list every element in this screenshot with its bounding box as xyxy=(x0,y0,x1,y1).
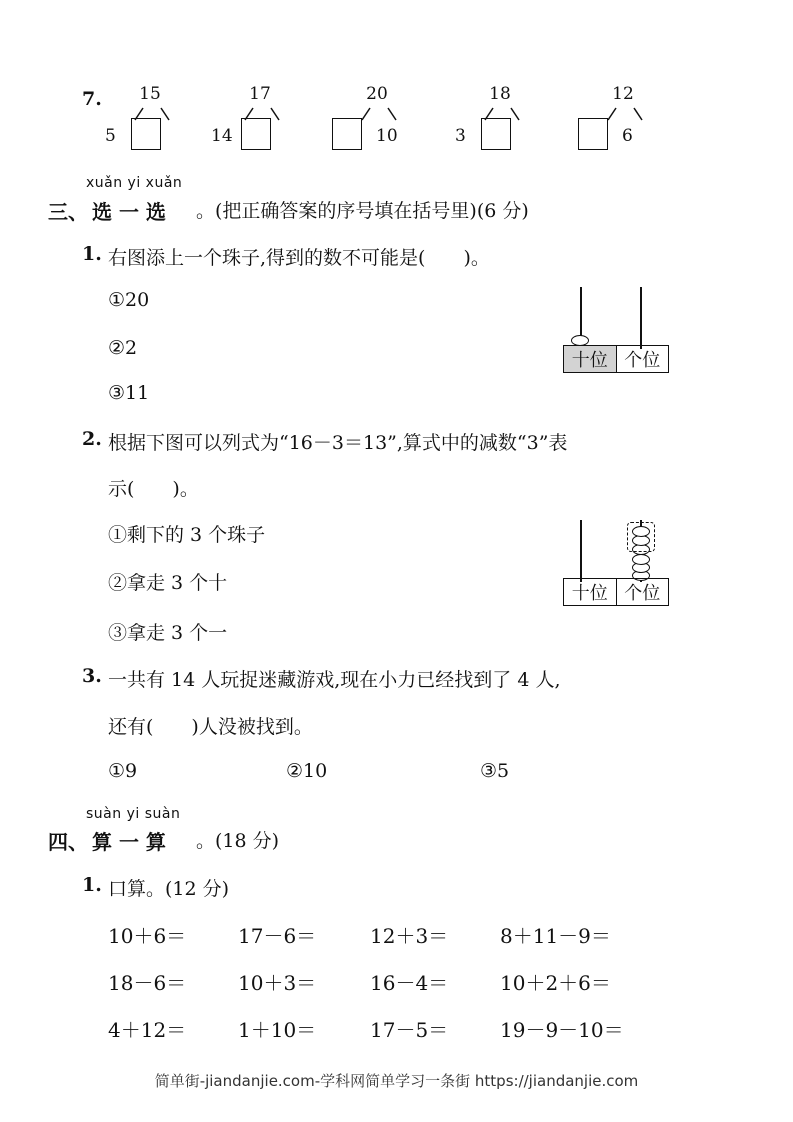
decomposition-part: 10 xyxy=(376,126,398,146)
s3-q3-text-line2: 还有( )人没被找到。 xyxy=(108,716,313,738)
calculation-item: 1＋10＝ xyxy=(238,1018,317,1042)
s3-q3-text-line1: 一共有 14 人玩捉迷藏游戏,现在小力已经找到了 4 人, xyxy=(108,669,561,691)
section-4-instruction: 。(18 分) xyxy=(196,830,280,852)
calculation-item: 17－6＝ xyxy=(238,924,317,948)
decomposition-item xyxy=(455,84,565,164)
decomposition-item xyxy=(332,84,442,164)
calculation-item: 10＋6＝ xyxy=(108,924,187,948)
ones-rod xyxy=(640,287,642,349)
decomposition-item xyxy=(105,84,215,164)
answer-box[interactable] xyxy=(332,118,362,150)
abacus-q2 xyxy=(563,516,669,606)
ones-label: 个位 xyxy=(624,350,661,371)
s3-q2-option-3: ③拿走 3 个一 xyxy=(108,622,228,644)
calculation-item: 12＋3＝ xyxy=(370,924,449,948)
decomposition-total: 12 xyxy=(612,84,634,104)
section-4-prefix: 四、 xyxy=(48,830,88,854)
section-3-instruction: 。(把正确答案的序号填在括号里)(6 分) xyxy=(196,200,529,222)
calculation-item: 10＋2＋6＝ xyxy=(500,971,611,995)
s3-q1-number: 1. xyxy=(82,243,102,265)
calculation-item: 16－4＝ xyxy=(370,971,449,995)
abacus-q1 xyxy=(563,283,669,373)
decomposition-part: 5 xyxy=(105,126,116,146)
decomposition-item xyxy=(578,84,688,164)
footer-watermark: 简单街-jiandanjie.com-学科网简单学习一条街 https://jiandanjie.com xyxy=(154,1072,639,1090)
decomposition-total: 20 xyxy=(366,84,388,104)
removed-beads-marker xyxy=(627,522,655,552)
s3-q2-option-1: ①剩下的 3 个珠子 xyxy=(108,524,266,546)
s3-q1-option-1: ①20 xyxy=(108,289,150,311)
s3-q1-option-3: ③11 xyxy=(108,382,150,404)
calculation-item: 10＋3＝ xyxy=(238,971,317,995)
ones-bead xyxy=(632,554,650,565)
calculation-item: 8＋11－9＝ xyxy=(500,924,611,948)
answer-box[interactable] xyxy=(481,118,511,150)
s3-q2-text-line2: 示( )。 xyxy=(108,478,199,500)
s4-q1-title: 口算。(12 分) xyxy=(108,878,230,900)
s3-q3-option-2: ②10 xyxy=(286,760,328,782)
tens-label: 十位 xyxy=(564,579,617,605)
s3-q1-text: 右图添上一个珠子,得到的数不可能是( )。 xyxy=(108,247,490,269)
question-7-number: 7. xyxy=(82,88,102,110)
s3-q2-option-2: ②拿走 3 个十 xyxy=(108,572,228,594)
tens-rod xyxy=(580,520,582,582)
section-3-prefix: 三、 xyxy=(48,200,88,224)
answer-box[interactable] xyxy=(578,118,608,150)
answer-box[interactable] xyxy=(241,118,271,150)
decomposition-total: 15 xyxy=(139,84,161,104)
calculation-item: 17－5＝ xyxy=(370,1018,449,1042)
decomposition-total: 18 xyxy=(489,84,511,104)
s3-q1-option-2: ②2 xyxy=(108,337,138,359)
s3-q2-text-line1: 根据下图可以列式为“16－3＝13”,算式中的减数“3”表 xyxy=(108,432,568,454)
s3-q3-option-3: ③5 xyxy=(480,760,510,782)
calculation-item: 18－6＝ xyxy=(108,971,187,995)
decomposition-part: 6 xyxy=(622,126,633,146)
section-4-heading: 算 一 算 xyxy=(92,830,166,854)
decomposition-part: 3 xyxy=(455,126,466,146)
section-3-pinyin: xuǎn yi xuǎn xyxy=(86,175,183,191)
tens-label: 十位 xyxy=(564,346,617,372)
decomposition-total: 17 xyxy=(249,84,271,104)
decomposition-part: 14 xyxy=(211,126,233,146)
section-3-heading: 选 一 选 xyxy=(92,200,166,224)
s3-q2-number: 2. xyxy=(82,428,102,450)
decomposition-item xyxy=(211,84,325,164)
answer-box[interactable] xyxy=(131,118,161,150)
section-4-pinyin: suàn yi suàn xyxy=(86,806,181,822)
ones-label: 个位 xyxy=(624,583,661,604)
s3-q3-option-1: ①9 xyxy=(108,760,138,782)
calculation-item: 4＋12＝ xyxy=(108,1018,187,1042)
s3-q3-number: 3. xyxy=(82,665,102,687)
s4-q1-number: 1. xyxy=(82,874,102,896)
calculation-item: 19－9－10＝ xyxy=(500,1018,624,1042)
